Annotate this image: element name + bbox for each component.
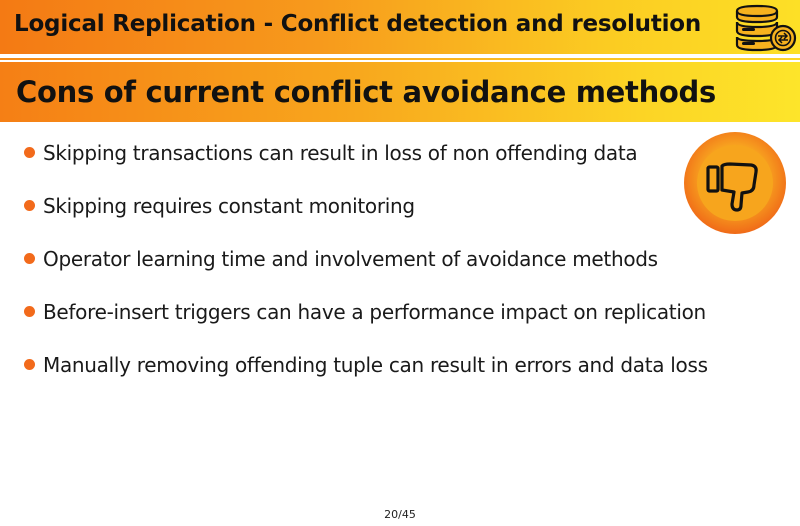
bullet-item bbox=[24, 350, 708, 403]
bullet-dot bbox=[24, 147, 35, 158]
bullet-text: Manually removing offending tuple can result in errors and data loss bbox=[43, 353, 708, 377]
bullet-dot bbox=[24, 359, 35, 370]
bullet-text: Skipping requires constant monitoring bbox=[43, 194, 415, 218]
bullet-item bbox=[24, 191, 708, 244]
bullet-item bbox=[24, 297, 708, 350]
bullet-text: Before-insert triggers can have a performance impact on replication bbox=[43, 300, 706, 324]
bullet-dot bbox=[24, 253, 35, 264]
slide-header-title: Logical Replication - Conflict detection and resolution bbox=[14, 11, 702, 37]
bullet-dot bbox=[24, 306, 35, 317]
bullet-dot bbox=[24, 200, 35, 211]
bullet-list bbox=[24, 138, 708, 403]
database-stack-icon bbox=[731, 3, 799, 53]
bullet-item bbox=[24, 244, 708, 297]
header-bar bbox=[0, 0, 800, 54]
section-bar bbox=[0, 62, 800, 122]
bullet-text: Operator learning time and involvement of avoidance methods bbox=[43, 247, 658, 271]
header-divider bbox=[0, 58, 800, 60]
bullet-text: Skipping transactions can result in loss of non offending data bbox=[43, 141, 638, 165]
thumbs-down-icon bbox=[682, 130, 788, 236]
section-title: Cons of current conflict avoidance methods bbox=[16, 75, 716, 109]
page-number: 20/45 bbox=[384, 508, 416, 521]
bullet-item bbox=[24, 138, 708, 191]
